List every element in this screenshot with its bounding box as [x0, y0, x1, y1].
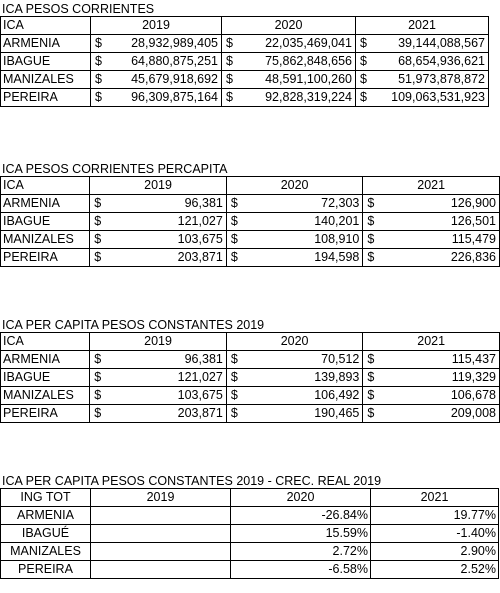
money-value: 190,465: [260, 405, 363, 423]
section-crec-real: [0, 474, 499, 579]
pct-cell: [91, 507, 231, 525]
data-table: [0, 16, 489, 107]
money-value: 109,063,531,923: [391, 90, 485, 104]
header-cell: 2021: [363, 333, 500, 351]
table-row: [1, 507, 499, 525]
money-value: 108,910: [260, 231, 363, 249]
money-value: 119,329: [397, 369, 500, 387]
money-value: 194,598: [260, 249, 363, 267]
money-value: 96,381: [124, 351, 227, 369]
money-value: 203,871: [124, 249, 227, 267]
money-cell: [222, 89, 356, 107]
money-cell: [91, 89, 222, 107]
row-label: MANIZALES: [1, 543, 91, 561]
currency-sign: $: [226, 405, 260, 423]
row-label: MANIZALES: [1, 231, 90, 249]
currency-sign: $: [360, 54, 367, 68]
pct-cell: [91, 543, 231, 561]
pct-cell: 2.90%: [371, 543, 499, 561]
money-cell: [356, 71, 489, 89]
row-label: PEREIRA: [1, 561, 91, 579]
currency-sign: $: [363, 351, 397, 369]
currency-sign: $: [363, 369, 397, 387]
section-ica-percapita: [0, 162, 500, 267]
money-value: 48,591,100,260: [265, 72, 352, 86]
pct-cell: 19.77%: [371, 507, 499, 525]
header-cell: 2021: [363, 177, 500, 195]
currency-sign: $: [226, 54, 233, 68]
header-cell: 2021: [356, 17, 489, 35]
table-row: [1, 35, 489, 53]
pct-cell: 15.59%: [231, 525, 371, 543]
row-label: PEREIRA: [1, 405, 90, 423]
currency-sign: $: [90, 369, 124, 387]
money-value: 51,973,878,872: [398, 72, 485, 86]
header-cell: ING TOT: [1, 489, 91, 507]
money-value: 22,035,469,041: [265, 36, 352, 50]
currency-sign: $: [90, 195, 124, 213]
header-cell: 2020: [226, 177, 363, 195]
table-header-row: [1, 333, 500, 351]
currency-sign: $: [363, 405, 397, 423]
section-ica-constantes: [0, 318, 500, 423]
money-value: 115,479: [397, 231, 500, 249]
currency-sign: $: [226, 231, 260, 249]
row-label: PEREIRA: [1, 89, 91, 107]
money-value: 103,675: [124, 231, 227, 249]
table-row: [1, 387, 500, 405]
data-table: [0, 176, 500, 267]
header-cell: 2019: [91, 17, 222, 35]
money-value: 28,932,989,405: [131, 36, 218, 50]
row-label: PEREIRA: [1, 249, 90, 267]
pct-cell: [91, 561, 231, 579]
table-row: [1, 351, 500, 369]
pct-cell: 2.72%: [231, 543, 371, 561]
money-value: 126,501: [397, 213, 500, 231]
money-value: 70,512: [260, 351, 363, 369]
currency-sign: $: [226, 249, 260, 267]
money-cell: [222, 35, 356, 53]
currency-sign: $: [90, 249, 124, 267]
money-value: 203,871: [124, 405, 227, 423]
currency-sign: $: [226, 36, 233, 50]
currency-sign: $: [90, 405, 124, 423]
table-row: [1, 89, 489, 107]
header-cell: 2019: [90, 333, 227, 351]
currency-sign: $: [90, 387, 124, 405]
currency-sign: $: [95, 36, 102, 50]
currency-sign: $: [90, 231, 124, 249]
currency-sign: $: [90, 351, 124, 369]
money-value: 92,828,319,224: [265, 90, 352, 104]
row-label: ARMENIA: [1, 195, 90, 213]
header-cell: 2020: [226, 333, 363, 351]
header-cell: 2019: [90, 177, 227, 195]
money-cell: [356, 35, 489, 53]
currency-sign: $: [95, 72, 102, 86]
row-label: MANIZALES: [1, 71, 91, 89]
currency-sign: $: [226, 90, 233, 104]
header-cell: ICA: [1, 177, 90, 195]
row-label: ARMENIA: [1, 351, 90, 369]
currency-sign: $: [363, 387, 397, 405]
currency-sign: $: [95, 54, 102, 68]
table-row: [1, 561, 499, 579]
row-label: IBAGUE: [1, 213, 90, 231]
currency-sign: $: [226, 72, 233, 86]
money-cell: [222, 71, 356, 89]
money-value: 139,893: [260, 369, 363, 387]
currency-sign: $: [226, 351, 260, 369]
table-row: [1, 231, 500, 249]
currency-sign: $: [226, 213, 260, 231]
money-value: 106,492: [260, 387, 363, 405]
money-value: 68,654,936,621: [398, 54, 485, 68]
money-value: 96,309,875,164: [131, 90, 218, 104]
pct-cell: -26.84%: [231, 507, 371, 525]
table-header-row: [1, 17, 489, 35]
table-row: [1, 213, 500, 231]
pct-cell: [91, 525, 231, 543]
section-title: ICA PER CAPITA PESOS CONSTANTES 2019 - CREC. REAL 2019: [2, 474, 382, 488]
row-label: IBAGUÉ: [1, 525, 91, 543]
currency-sign: $: [226, 369, 260, 387]
pct-cell: 2.52%: [371, 561, 499, 579]
section-title: ICA PESOS CORRIENTES: [2, 2, 155, 16]
row-label: MANIZALES: [1, 387, 90, 405]
table-row: [1, 71, 489, 89]
data-table: [0, 332, 500, 423]
money-value: 209,008: [397, 405, 500, 423]
table-header-row: [1, 177, 500, 195]
table-row: [1, 525, 499, 543]
money-value: 75,862,848,656: [265, 54, 352, 68]
row-label: IBAGUE: [1, 53, 91, 71]
money-value: 45,679,918,692: [131, 72, 218, 86]
section-ica-pesos-corrientes: [0, 2, 489, 107]
money-value: 115,437: [397, 351, 500, 369]
table-row: [1, 249, 500, 267]
money-value: 72,303: [260, 195, 363, 213]
row-label: ARMENIA: [1, 507, 91, 525]
money-value: 126,900: [397, 195, 500, 213]
currency-sign: $: [226, 387, 260, 405]
header-cell: ICA: [1, 333, 90, 351]
money-cell: [222, 53, 356, 71]
money-value: 39,144,088,567: [398, 36, 485, 50]
currency-sign: $: [363, 231, 397, 249]
currency-sign: $: [360, 72, 367, 86]
header-cell: 2021: [371, 489, 499, 507]
row-label: ARMENIA: [1, 35, 91, 53]
money-cell: [91, 35, 222, 53]
header-cell: 2020: [231, 489, 371, 507]
money-value: 226,836: [397, 249, 500, 267]
money-value: 103,675: [124, 387, 227, 405]
money-value: 121,027: [124, 369, 227, 387]
header-cell: 2019: [91, 489, 231, 507]
table-row: [1, 543, 499, 561]
currency-sign: $: [226, 195, 260, 213]
row-label: IBAGUE: [1, 369, 90, 387]
pct-cell: -1.40%: [371, 525, 499, 543]
table-row: [1, 195, 500, 213]
pct-cell: -6.58%: [231, 561, 371, 579]
currency-sign: $: [95, 90, 102, 104]
money-cell: [356, 53, 489, 71]
currency-sign: $: [90, 213, 124, 231]
table-row: [1, 405, 500, 423]
money-cell: [356, 89, 489, 107]
money-cell: [91, 53, 222, 71]
data-table: [0, 488, 499, 579]
currency-sign: $: [363, 195, 397, 213]
money-value: 140,201: [260, 213, 363, 231]
section-title: ICA PER CAPITA PESOS CONSTANTES 2019: [2, 318, 265, 332]
money-value: 96,381: [124, 195, 227, 213]
currency-sign: $: [360, 90, 367, 104]
header-cell: 2020: [222, 17, 356, 35]
money-cell: [91, 71, 222, 89]
money-value: 64,880,875,251: [131, 54, 218, 68]
section-title: ICA PESOS CORRIENTES PERCAPITA: [2, 162, 228, 176]
currency-sign: $: [363, 213, 397, 231]
table-header-row: [1, 489, 499, 507]
table-row: [1, 53, 489, 71]
currency-sign: $: [360, 36, 367, 50]
header-cell: ICA: [1, 17, 91, 35]
money-value: 106,678: [397, 387, 500, 405]
money-value: 121,027: [124, 213, 227, 231]
table-row: [1, 369, 500, 387]
currency-sign: $: [363, 249, 397, 267]
